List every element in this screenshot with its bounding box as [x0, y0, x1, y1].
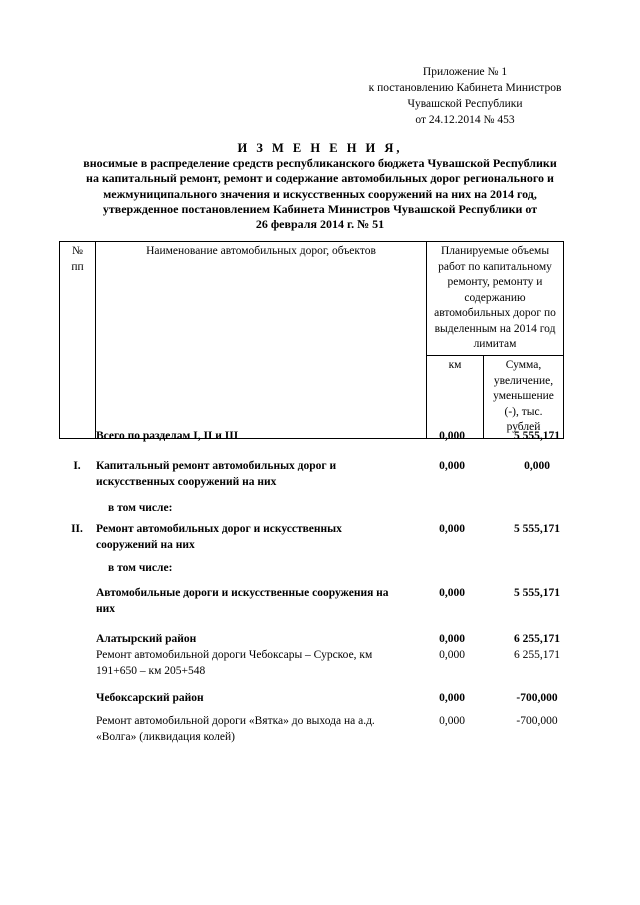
document-title: [50, 140, 590, 232]
title-line: 26 февраля 2014 г. № 51: [255, 217, 385, 232]
header-col-name: Наименование автомобильных дорог, объектов: [96, 242, 427, 439]
appendix-line: Приложение № 1: [422, 66, 508, 78]
header-col-no: № пп: [60, 242, 96, 439]
title-line: межмуниципального значения и искусственных сооружений на них на 2014 год,: [103, 186, 537, 201]
document-page: Приложение № 1 к постановлению Кабинета Министров Чувашской Республики от 24.12.2014 № 453 И З М Е Н Е Н И Я, вносимые в распределение средств республиканского бюджета Чувашской Республики на капитальный ремонт, ремонт и содержание автомобильных дорог регионального и межмуниципального значения и искусственных сооружений на них на 2014 год, утвержденное постановлением Кабинета Министров Чувашской Республики от 26 февраля 2014 г. № 51 № пп Наименование автомобильных дорог, объектов Планируемые объемы работ по капитальному ремонту, ремонту и содержанию автомобильных дорог по выделенным на 2014 год лимитам км Сумма, увеличение, уменьшение (-), тыс. рублей Всего по разделам I, II и III 0,000 5 555,171 I. Капитальный ремонт автомобильных дорог и искусственных сооружений на них 0,000 0,000 в том числе: II. Ремонт автомобильных дорог и искусственных сооружений на них 0,000 5 555,171 в том числе: Автомобильные дороги и искусственные сооружения на них 0,000 5 555,171 Алатырский район 0,000 6 255,171 Ремонт автомобильной дороги Чебоксары – Сурское, км 191+650 – км 205+548 0,000 6 255,171 Чебоксарский район 0,000 -700,000 Ремонт автомобильной дороги «Вятка» до выхода на а.д. «Волга» (ликвидация колей) 0,000 -700,000: [0, 0, 640, 905]
appendix-line: от 24.12.2014 № 453: [415, 114, 515, 126]
title-line: на капитальный ремонт, ремонт и содержание автомобильных дорог регионального и: [86, 171, 554, 186]
header-col-km: км: [427, 356, 484, 439]
header-col-sum: Сумма, увеличение, уменьшение (-), тыс. рублей: [484, 356, 564, 439]
appendix-line: к постановлению Кабинета Министров: [368, 82, 562, 94]
appendix-line: Чувашской Республики: [407, 98, 523, 110]
title-line: утвержденное постановлением Кабинета Министров Чувашской Республики от: [102, 201, 538, 216]
appendix-block: [350, 64, 580, 128]
header-col-planned: Планируемые объемы работ по капитальному ремонту, ремонту и содержанию автомобильных дорог по выделенным на 2014 год лимитам: [427, 242, 564, 356]
title-heading: И З М Е Н Е Н И Я,: [237, 141, 403, 155]
table-header: [59, 241, 564, 439]
title-line: вносимые в распределение средств республиканского бюджета Чувашской Республики: [83, 156, 557, 170]
